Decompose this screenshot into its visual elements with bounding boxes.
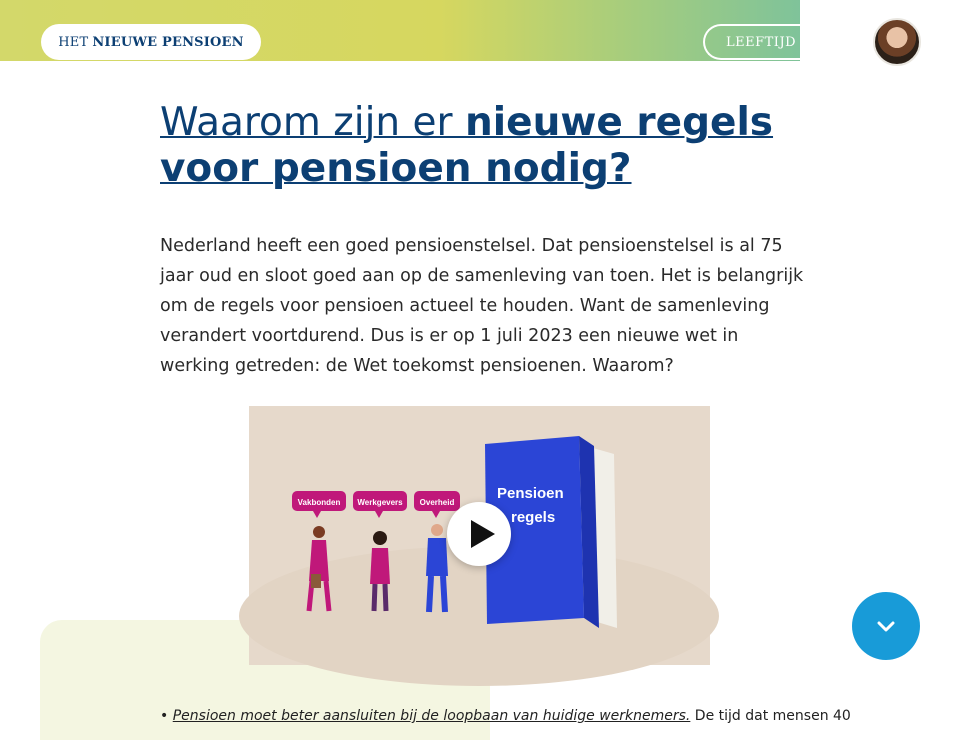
title-light: Waarom zijn er — [160, 100, 465, 145]
age-button-label: LEEFTIJD 4 — [726, 34, 810, 50]
bullet-marker: • — [160, 708, 169, 724]
title-bold-2: voor pensioen nodig? — [160, 146, 632, 191]
avatar[interactable] — [873, 18, 921, 66]
pill-prefix: HET — [58, 34, 89, 50]
svg-text:Vakbonden: Vakbonden — [297, 498, 341, 507]
scroll-down-button[interactable] — [852, 592, 920, 660]
age-button[interactable] — [703, 24, 843, 60]
svg-text:regels: regels — [511, 509, 556, 526]
svg-text:Pensioen: Pensioen — [497, 485, 564, 502]
bullet-text: De tijd dat mensen 40 — [690, 708, 851, 724]
page-title — [160, 100, 800, 192]
section-pill[interactable] — [41, 24, 261, 60]
play-icon[interactable] — [447, 502, 511, 566]
intro-paragraph: Nederland heeft een goed pensioenstelsel. Dat pensioenstelsel is al 75 jaar oud en sloot goed aan op de samenleving van toen. Het is belangrijk om de regels voor pensioen actueel te houden. Want de samenleving verandert voortdurend. Dus is er op 1 juli 2023 een nieuwe wet in werking getreden: de Wet toekomst pensioenen. Waarom? — [160, 236, 804, 376]
title-bold-1: nieuwe regels — [464, 100, 774, 145]
pill-strong: NIEUWE PENSIOEN — [92, 34, 244, 50]
video-player[interactable] — [249, 406, 710, 665]
svg-text:Werkgevers: Werkgevers — [357, 498, 403, 507]
bullet-emphasis: Pensioen moet beter aansluiten bij de loopbaan van huidige werknemers. — [172, 708, 691, 724]
list-item — [160, 708, 851, 724]
chevron-down-icon — [874, 614, 898, 638]
svg-text:Overheid: Overheid — [419, 498, 455, 507]
